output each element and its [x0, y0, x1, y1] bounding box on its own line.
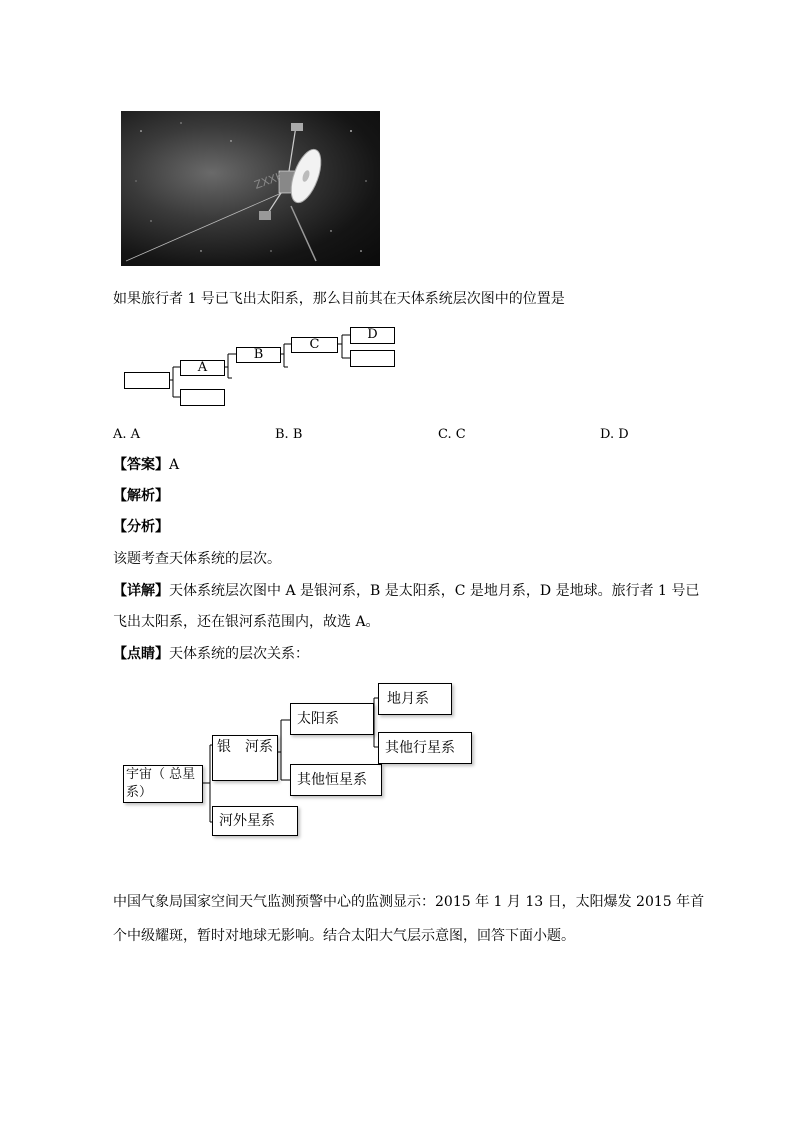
box-d-sibling-empty [350, 350, 395, 367]
answer-value: A [169, 457, 180, 473]
paragraph-line-1: 中国气象局国家空间天气监测预警中心的监测显示：2015 年 1 月 13 日，太阳爆发 2015 年首 [113, 894, 705, 910]
dianjing-line [113, 644, 309, 664]
detail-line-2: 飞出太阳系，还在银河系范围内，故选 A。 [113, 614, 380, 630]
stars [136, 122, 367, 251]
hierarchy-diagram-abcd [120, 322, 400, 412]
detail-text-1: 天体系统层次图中 A 是银河系，B 是太阳系，C 是地月系，D 是地球。旅行者 1 号已 [169, 583, 700, 599]
fenxi-label: 【分析】 [113, 519, 169, 535]
box-other-stars: 其他恒星系 [290, 764, 382, 796]
box-earth-moon: 地月系 [378, 683, 452, 715]
box-root-empty [124, 372, 170, 389]
box-b: B [236, 347, 281, 363]
detail-label: 【详解】 [113, 583, 169, 599]
fenxi-text: 该题考查天体系统的层次。 [113, 551, 281, 567]
detail-line-1 [113, 581, 699, 601]
option-d: D. D [600, 427, 629, 442]
box-other-planets: 其他行星系 [378, 732, 472, 764]
voyager-illustration [121, 111, 380, 266]
voyager-photo [121, 111, 380, 266]
box-solar-system: 太阳系 [290, 703, 374, 735]
option-a: A. A [113, 427, 141, 442]
paragraph-line-2: 个中级耀斑，暂时对地球无影响。结合太阳大气层示意图，回答下面小题。 [113, 928, 575, 944]
box-milky-way: 银 河系 [212, 735, 278, 781]
option-c: C. C [438, 427, 466, 442]
dianjing-label: 【点睛】 [113, 646, 169, 662]
option-b: B. B [275, 427, 303, 442]
answer-label: 【答案】 [113, 457, 169, 473]
box-extragalactic: 河外星系 [212, 806, 298, 836]
box-d: D [350, 327, 395, 344]
box-a: A [180, 360, 225, 376]
analysis-label: 【解析】 [113, 488, 169, 504]
question-text: 如果旅行者 1 号已飞出太阳系，那么目前其在天体系统层次图中的位置是 [113, 291, 565, 307]
watermark-text: ZXXK [252, 169, 286, 192]
box-c: C [291, 337, 338, 353]
box-a-sibling-empty [180, 389, 225, 406]
answer-line [113, 455, 179, 475]
box-universe: 宇宙（ 总星系） [123, 765, 203, 803]
celestial-hierarchy-diagram [118, 680, 488, 845]
dianjing-text: 天体系统的层次关系： [169, 646, 309, 662]
